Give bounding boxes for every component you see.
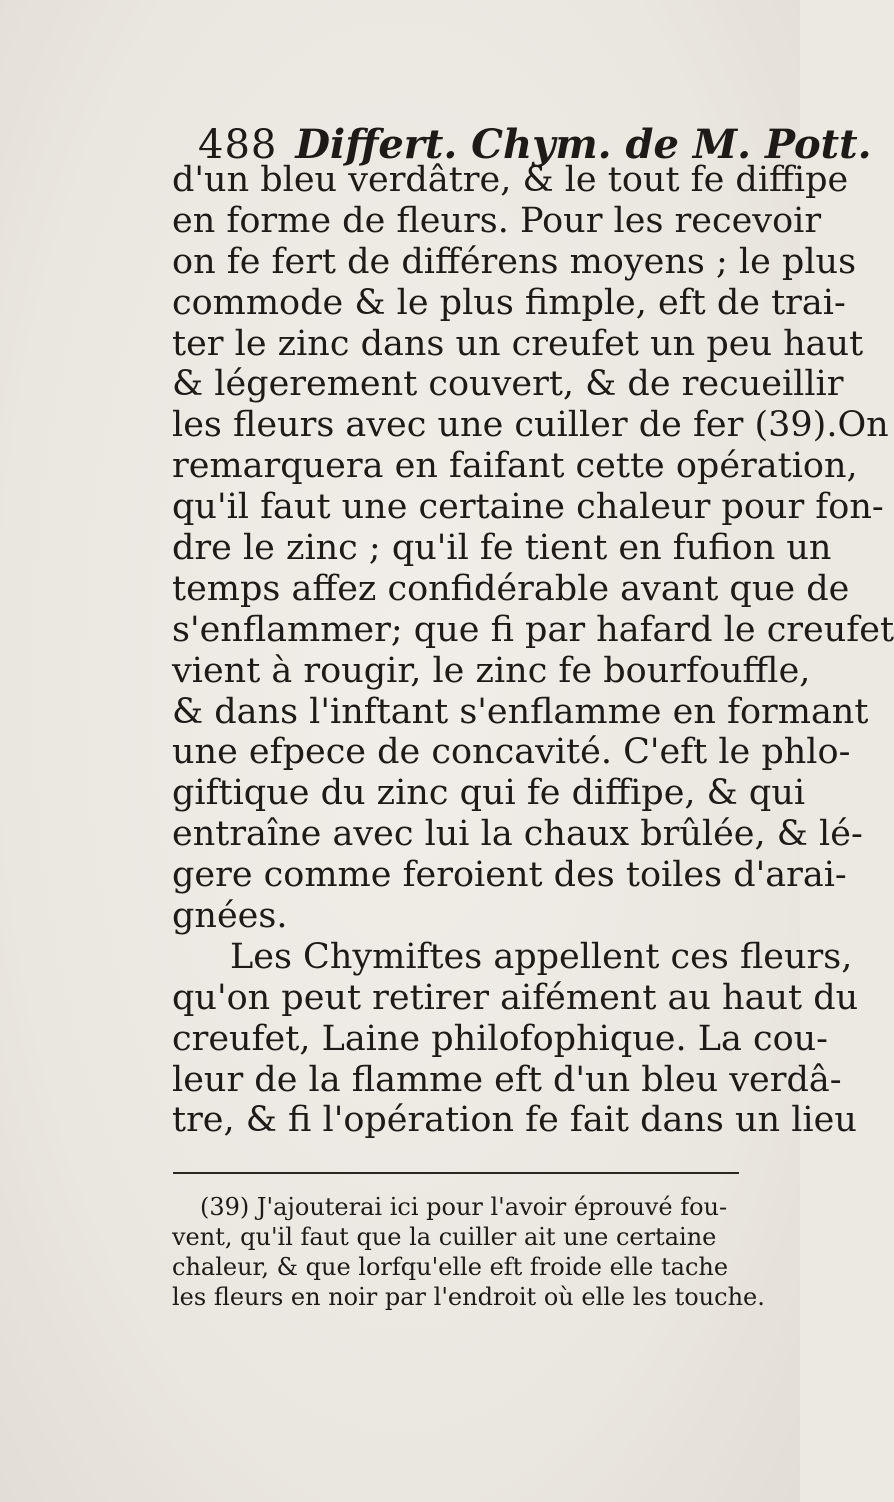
body-line: vient à rougir, le zinc fe bourfouffle, — [172, 650, 811, 691]
body-line: giftique du zinc qui fe diffipe, & qui — [172, 773, 806, 814]
body-line: commode & le plus fimple, eft de trai- — [172, 282, 846, 323]
body-line: tre, & fi l'opération fe fait dans un lieu — [172, 1100, 857, 1141]
footnote-line: les fleurs en noir par l'endroit où elle les touche. — [172, 1283, 765, 1311]
footnote-line: (39) J'ajouterai ici pour l'avoir éprouvé fou- — [200, 1193, 728, 1221]
body-text — [172, 160, 894, 1141]
body-line: gere comme feroient des toiles d'arai- — [172, 855, 847, 896]
body-line: les fleurs avec une cuiller de fer (39).On — [172, 405, 889, 446]
page-number: 488 — [198, 122, 278, 168]
footnote — [172, 1192, 767, 1312]
body-line: s'enflammer; que fi par hafard le creufet — [172, 609, 894, 650]
body-line: entraîne avec lui la chaux brûlée, & lé- — [172, 814, 863, 855]
body-line: en forme de fleurs. Pour les recevoir — [172, 200, 822, 241]
body-line: une efpece de concavité. C'eft le phlo- — [172, 732, 851, 773]
paragraph-start-line: Les Chymiftes appellent ces fleurs, — [230, 936, 853, 977]
footnote-separator-rule — [173, 1172, 739, 1174]
body-line: leur de la flamme eft d'un bleu verdâ- — [172, 1059, 842, 1100]
body-line: & légerement couvert, & de recueillir — [172, 364, 844, 405]
body-line: & dans l'inftant s'enflamme en formant — [172, 691, 869, 732]
footnote-line: chaleur, & que lorfqu'elle eft froide elle tache — [172, 1253, 729, 1281]
body-line: gnées. — [172, 896, 288, 937]
body-line: remarquera en faifant cette opération, — [172, 446, 858, 487]
body-line: qu'on peut retirer aifément au haut du — [172, 977, 859, 1018]
running-title: Differt. Chym. de M. Pott. — [295, 121, 872, 168]
body-line: temps affez confidérable avant que de — [172, 568, 850, 609]
footnote-line: vent, qu'il faut que la cuiller ait une certaine — [172, 1223, 717, 1251]
body-line: on fe fert de différens moyens ; le plus — [172, 241, 857, 282]
body-line: creufet, Laine philofophique. La cou- — [172, 1018, 829, 1059]
body-line: qu'il faut une certaine chaleur pour fon- — [172, 487, 884, 528]
body-line: dre le zinc ; qu'il fe tient en fufion un — [172, 528, 832, 569]
body-line: d'un bleu verdâtre, & le tout fe diffipe — [172, 160, 849, 200]
body-line: ter le zinc dans un creufet un peu haut — [172, 323, 864, 364]
